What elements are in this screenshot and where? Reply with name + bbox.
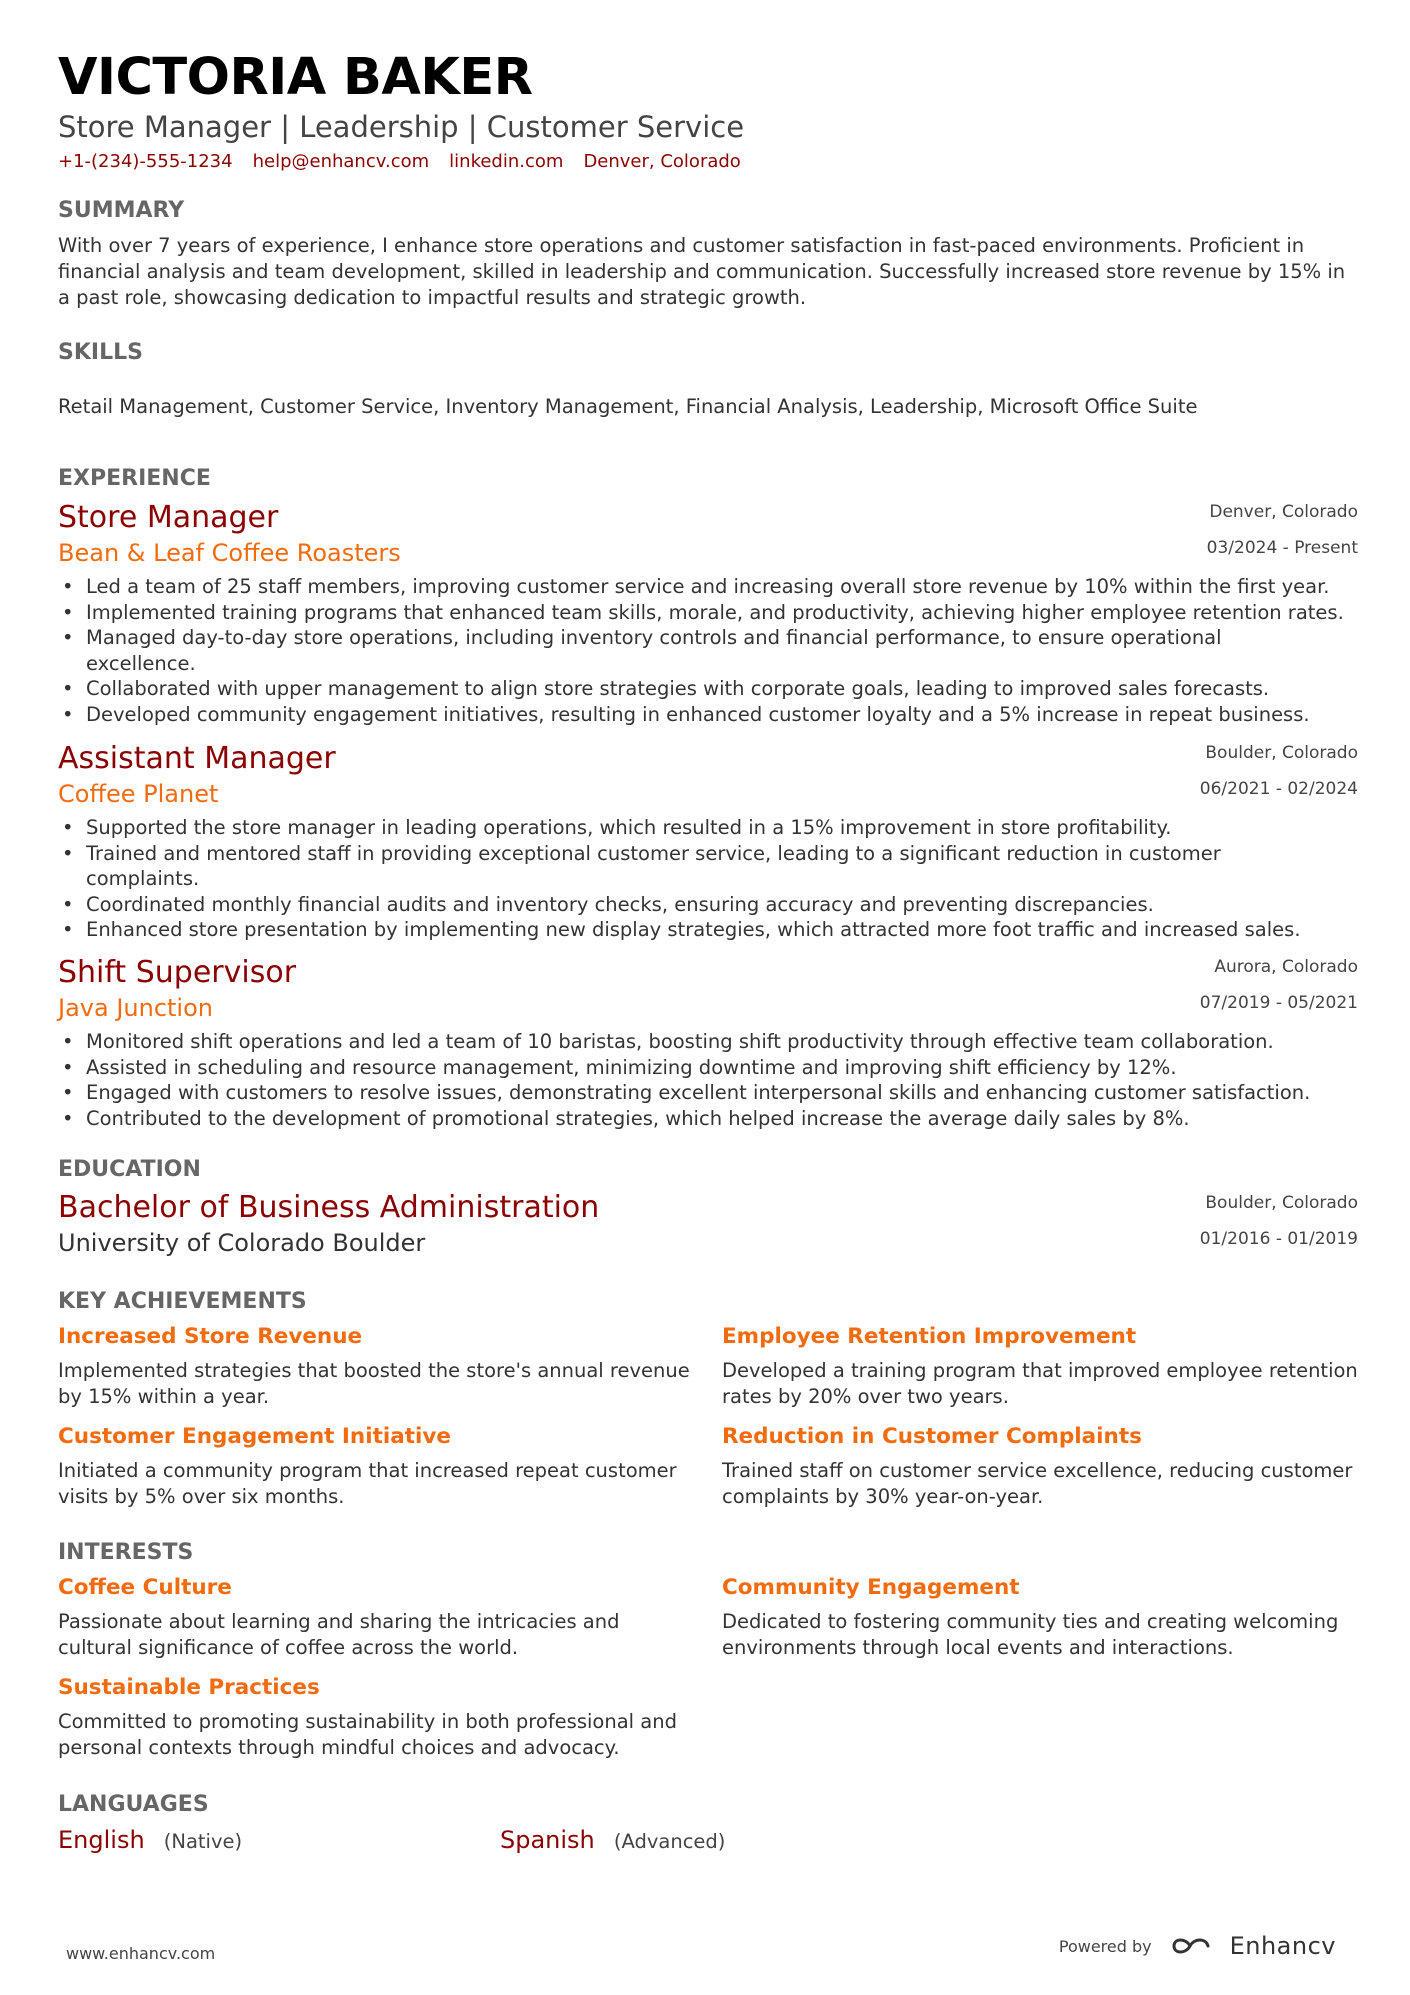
interest-title: Community Engagement [722,1575,1020,1600]
language-level: (Native) [163,1830,243,1853]
summary-heading: SUMMARY [58,198,185,223]
interest-desc: Passionate about learning and sharing the intricacies and cultural significance of coffee across the world. [58,1610,620,1659]
achievement-desc: Developed a training program that improved employee retention rates by 20% over two years. [722,1359,1358,1408]
job-bullet: • Enhanced store presentation by implementing new display strategies, which attracted more foot traffic and increased sales. [86,917,1386,943]
footer-brand [1059,1932,1336,1960]
achievement-desc: Trained staff on customer service excellence, reducing customer complaints by 30% year-on-year. [722,1459,1353,1508]
interest-title: Sustainable Practices [58,1675,320,1700]
job-bullet: • Led a team of 25 staff members, improving customer service and increasing overall store revenue by 10% within the first year. [86,574,1386,600]
language-level: (Advanced) [613,1830,726,1853]
language-item [500,1826,725,1854]
achievement-title: Employee Retention Improvement [722,1324,1137,1349]
experience-heading: EXPERIENCE [58,466,211,491]
language-name: Spanish [500,1826,595,1854]
job-dates: 06/2021 - 02/2024 [1199,779,1358,799]
job-bullet: • Trained and mentored staff in providing exceptional customer service, leading to a significant reduction in customer complaints. [86,841,1386,892]
skills-text: Retail Management, Customer Service, Inventory Management, Financial Analysis, Leadership, Microsoft Office Suite [58,395,1198,418]
job-bullet: • Assisted in scheduling and resource management, minimizing downtime and improving shift efficiency by 12%. [86,1055,1386,1081]
job-bullet: • Monitored shift operations and led a team of 10 baristas, boosting shift productivity through effective team collaboration. [86,1029,1386,1055]
contact-email[interactable]: help@enhancv.com [252,151,430,172]
education-heading: EDUCATION [58,1157,201,1182]
achievements-heading: KEY ACHIEVEMENTS [58,1289,307,1314]
job-dates: 03/2024 - Present [1206,538,1358,558]
achievement-title: Reduction in Customer Complaints [722,1424,1142,1449]
interest-title: Coffee Culture [58,1575,232,1600]
languages-heading: LANGUAGES [58,1792,209,1817]
job-bullets [58,574,1386,727]
education-school: University of Colorado Boulder [58,1229,426,1257]
candidate-name: VICTORIA BAKER [58,48,533,107]
job-title: Shift Supervisor [58,955,297,990]
language-item [58,1826,242,1854]
job-bullet: • Contributed to the development of promotional strategies, which helped increase the average daily sales by 8%. [86,1106,1386,1132]
job-bullets [58,1029,1386,1131]
skills-heading: SKILLS [58,340,143,365]
interests-heading: INTERESTS [58,1540,194,1565]
job-location: Boulder, Colorado [1205,743,1358,763]
education-degree: Bachelor of Business Administration [58,1190,600,1225]
contact-location: Denver, Colorado [583,151,741,172]
contact-linkedin[interactable]: linkedin.com [449,151,564,172]
job-company: Java Junction [58,994,213,1022]
education-location: Boulder, Colorado [1205,1193,1358,1213]
interest-desc: Dedicated to fostering community ties and creating welcoming environments through local events and interactions. [722,1610,1339,1659]
job-bullet: • Managed day-to-day store operations, including inventory controls and financial performance, to ensure operational excellence. [86,625,1386,676]
job-bullet: • Coordinated monthly financial audits and inventory checks, ensuring accuracy and preventing discrepancies. [86,892,1386,918]
enhancv-logo-icon [1168,1934,1214,1958]
job-title: Assistant Manager [58,741,336,776]
enhancv-brand-text: Enhancv [1229,1932,1336,1960]
summary-text: With over 7 years of experience, I enhance store operations and customer satisfaction in fast-paced environments. Proficient in financial analysis and team development, skilled in leadership and communication. Successfully increased store revenue by 15% in a past role, showcasing dedication to impactful results and strategic growth. [58,234,1346,309]
achievement-desc: Implemented strategies that boosted the store's annual revenue by 15% within a year. [58,1359,690,1408]
job-bullets [58,815,1386,943]
footer-website[interactable]: www.enhancv.com [66,1944,216,1963]
job-bullet: • Collaborated with upper management to align store strategies with corporate goals, leading to improved sales forecasts. [86,676,1386,702]
contact-bar [58,151,741,172]
interest-desc: Committed to promoting sustainability in both professional and personal contexts through mindful choices and advocacy. [58,1710,677,1759]
job-title: Store Manager [58,500,279,535]
contact-phone[interactable]: +1-(234)-555-1234 [58,151,233,172]
job-company: Bean & Leaf Coffee Roasters [58,539,401,567]
job-bullet: • Implemented training programs that enhanced team skills, morale, and productivity, achieving higher employee retention rates. [86,600,1386,626]
education-dates: 01/2016 - 01/2019 [1199,1229,1358,1249]
job-bullet: • Supported the store manager in leading operations, which resulted in a 15% improvement in store profitability. [86,815,1386,841]
achievement-title: Customer Engagement Initiative [58,1424,451,1449]
language-name: English [58,1826,145,1854]
job-bullet: • Developed community engagement initiatives, resulting in enhanced customer loyalty and a 5% increase in repeat business. [86,702,1386,728]
job-location: Aurora, Colorado [1214,957,1358,977]
candidate-headline: Store Manager | Leadership | Customer Service [58,110,745,144]
powered-by-label: Powered by [1058,1936,1152,1956]
job-bullet: • Engaged with customers to resolve issues, demonstrating excellent interpersonal skills and enhancing customer satisfaction. [86,1080,1386,1106]
job-location: Denver, Colorado [1209,502,1358,522]
achievement-title: Increased Store Revenue [58,1324,363,1349]
achievement-desc: Initiated a community program that increased repeat customer visits by 5% over six months. [58,1459,677,1508]
job-dates: 07/2019 - 05/2021 [1199,993,1358,1013]
job-company: Coffee Planet [58,780,219,808]
